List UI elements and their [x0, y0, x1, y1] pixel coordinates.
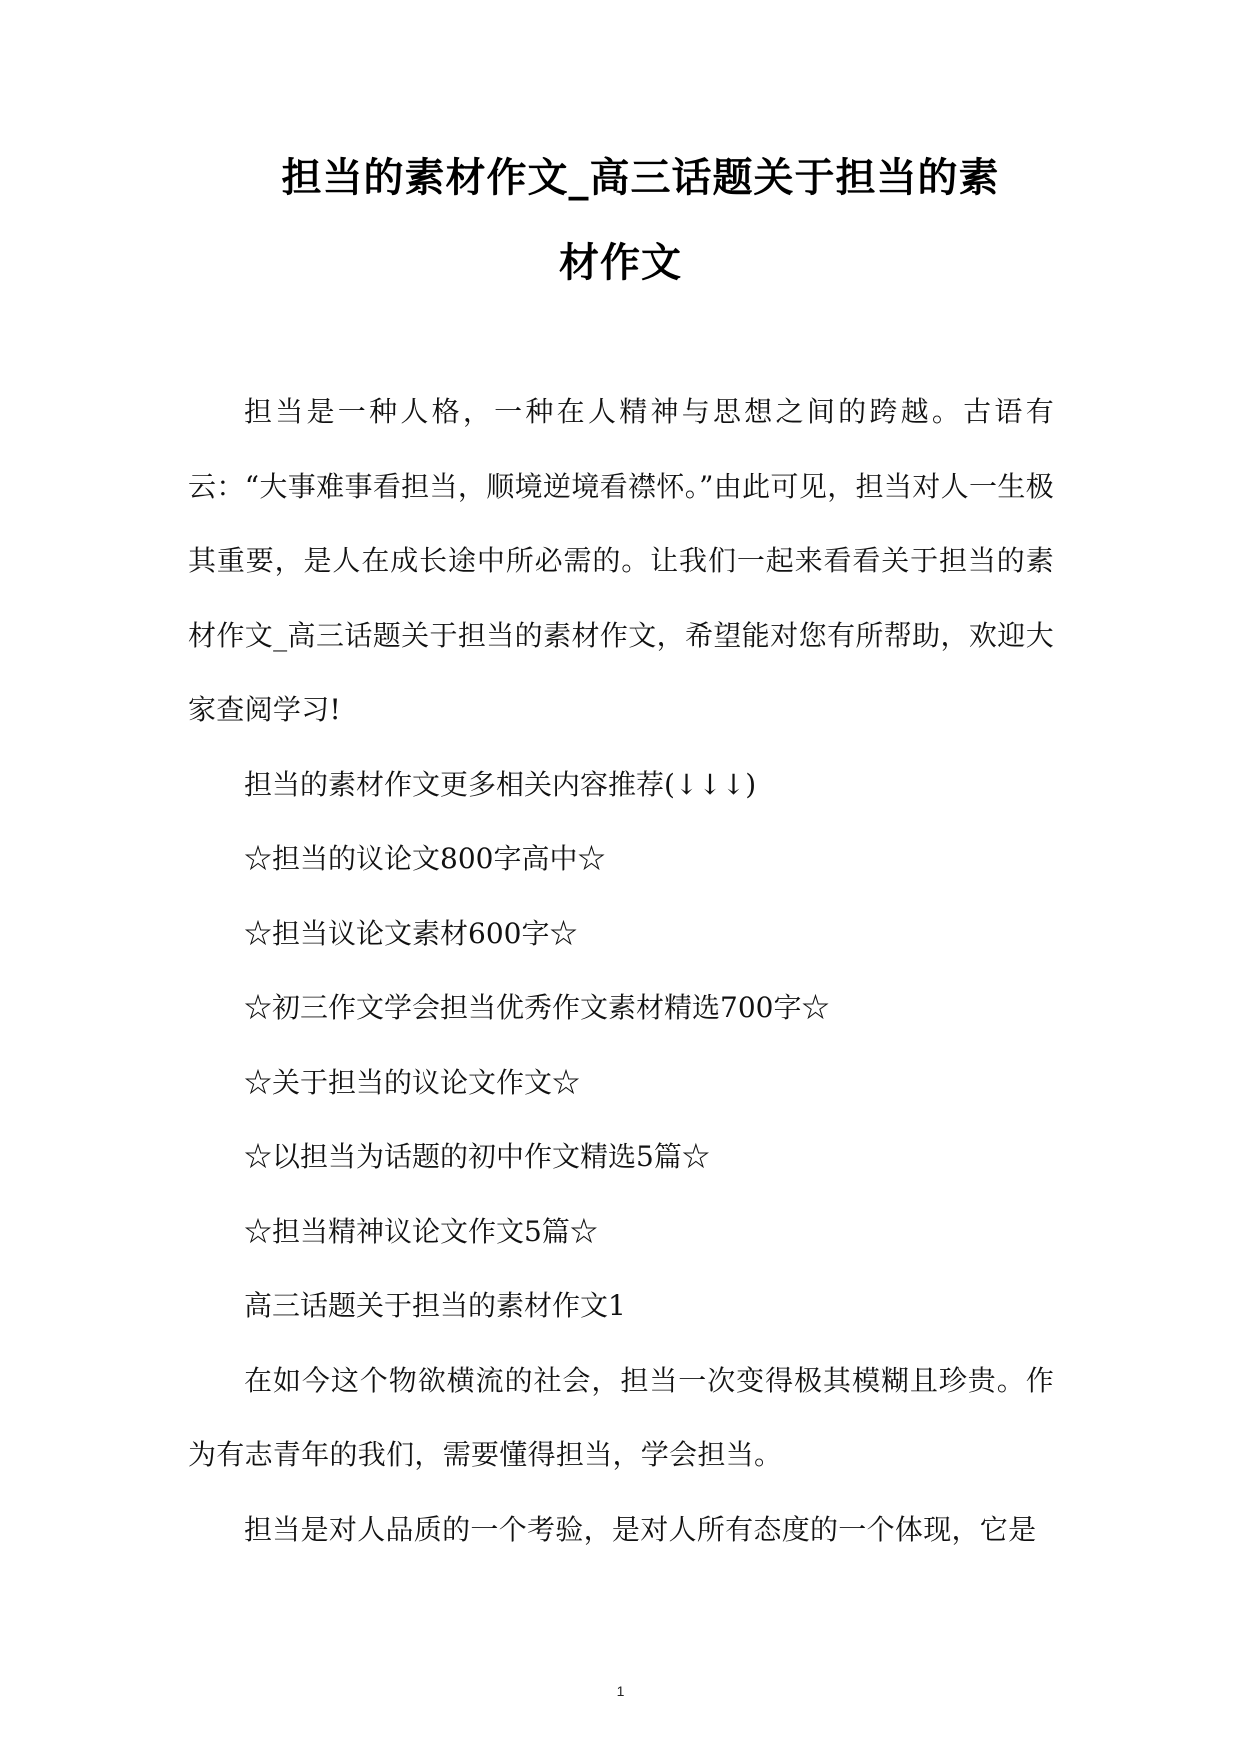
page-number: 1: [616, 1683, 625, 1699]
document-body: [188, 375, 1054, 1567]
body-paragraph: 在如今这个物欲横流的社会，担当一次变得极其模糊且珍贵。作为有志青年的我们，需要懂得担当，学会担当。: [188, 1363, 1054, 1471]
body-paragraph: 担当是对人品质的一个考验，是对人所有态度的一个体现，它是: [244, 1512, 1037, 1546]
recommend-link[interactable]: ☆担当议论文素材600字☆: [244, 916, 578, 950]
recommend-heading: 担当的素材作文更多相关内容推荐(↓↓↓): [244, 767, 757, 801]
recommend-link[interactable]: ☆担当的议论文800字高中☆: [244, 842, 606, 875]
recommend-link[interactable]: ☆担当精神议论文作文5篇☆: [244, 1214, 598, 1248]
intro-paragraph: 担当是一种人格，一种在人精神与思想之间的跨越。古语有云：“大事难事看担当，顺境逆境看襟怀。”由此可见，担当对人一生极其重要，是人在成长途中所必需的。让我们一起来看看关于担当的素材作文_高三话题关于担当的素材作文，希望能对您有所帮助，欢迎大家查阅学习!: [188, 395, 1054, 726]
document-title-line-2: 材作文: [559, 240, 682, 286]
recommend-link[interactable]: ☆关于担当的议论文作文☆: [244, 1065, 581, 1099]
recommend-link[interactable]: ☆初三作文学会担当优秀作文素材精选700字☆: [244, 991, 830, 1024]
document-title-line-1: 担当的素材作文_高三话题关于担当的素: [281, 155, 1000, 201]
recommend-link[interactable]: ☆以担当为话题的初中作文精选5篇☆: [244, 1140, 710, 1173]
section-heading: 高三话题关于担当的素材作文1: [244, 1289, 626, 1322]
